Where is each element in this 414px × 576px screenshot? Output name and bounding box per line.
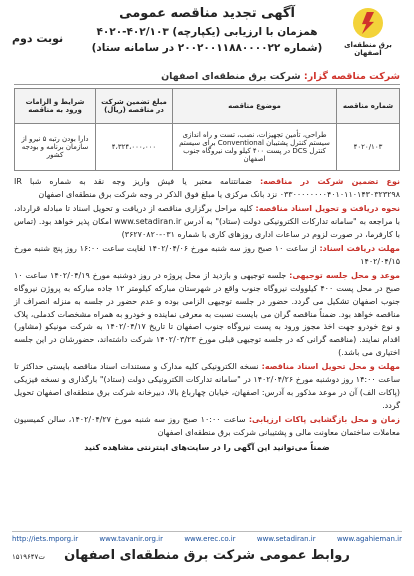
column-header: شرایط و الزامات ورود به مناقصه [15,89,96,124]
notice-code: ت۱۵۱۹۶۴۷ [12,553,45,561]
notice-subtitle-1: همزمان با ارزیابی (یکپارچه) ۴۰۲/۱۰۳-۴۰۲۰ [96,26,318,38]
section-opening [14,414,400,440]
footer-signature: روابط عمومی شرکت برق منطقه‌ای اصفهان [64,548,350,563]
website-link[interactable]: www.agahieman.ir [336,535,402,543]
section-document-procedure [14,203,400,242]
company-line [14,71,400,85]
website-link[interactable]: www.setadiran.ir [256,535,316,543]
website-links [12,531,402,543]
section-label: مهلت و محل تحویل اسناد مناقصه: [261,362,400,372]
section-label: مهلت دریافت اسناد: [319,243,400,253]
notice-header [70,6,344,57]
notice-body [14,176,400,455]
website-link[interactable]: www.tavanir.org.ir [99,535,164,543]
section-text: جلسه توجیهی و بازدید از محل پروژه در روز دوشنبه مورخ ۱۴۰۲/۰۴/۱۹ ساعت ۱۰ صبح در محل پست ۴۰۰ کیلوولت نیروگاه جنوب واقع در شهرستان مبارکه کیلومتر ۱۲ جاده مبارکه به پروژن نیروگاه جنوب اصفهان تشکیل می گردد. حضور در جلسه توجیهی الزامی بوده و عدم حضور در جلسه به منزله انصراف از مناقصه خواهد بود. ضمناً مناقصه گران می بایست نسبت به معرفی نماینده و خودرو به همراه مشخصات کدملی، پلاک و نوع خودرو جهت اخذ مجوز ورود به پست نیروگاه جنوب اصفهان تا تاریخ ۱۴۰۲/۰۴/۱۷ به شرکت مونیکو (مشاور) اقدام نمایند. (مناقصه گرانی که در جلسه توجیهی قبلی مورخ ۱۴۰۲/۰۳/۲۳ شرکت داشته‌اند، حضورشان در این جلسه اختیاری می باشد.) [14,270,401,358]
section-guarantee-type [14,176,400,202]
section-briefing-session [14,270,400,361]
guarantee-amount: ۴،۳۲۴،۰۰۰،۰۰۰ [96,124,173,171]
section-label: زمان و محل بازگشایی پاکات ارزیابی: [248,415,401,425]
column-header: مبلغ تضمین شرکت در مناقصه (ریال) [96,89,173,124]
websites-note: ضمناً می‌توانید این آگهی را در سایت‌های اینترنتی مشاهده کنید [84,443,330,453]
section-text: نسخه الکترونیکی کلیه مدارک و مستندات اسناد مناقصه بایستی حداکثر تا ساعت ۱۴:۰۰ روز دوشنبه مورخ ۱۴۰۲/۰۴/۲۶ در "سامانه تدارکات الکترونیکی دولت (ستاد)" بارگذاری و نسخه فیزیکی (پاکات الف) آن در موعد مذکور به آدرس: اصفهان، خیابان چهارباغ بالا، دبیرخانه شرکت برق منطقه‌ای اصفهان تحویل گردد. [14,362,401,411]
column-header: شماره مناقصه [337,89,400,124]
tender-subject: طراحی، تأمین تجهیزات، نصب، تست و راه اندازی سیستم کنترل پشتیبان Conventional برای سیستم کنترل DCS در پست ۴۰۰ کیلو ولت نیروگاه جنوب اصفهان [173,124,337,171]
logo-text: برق منطقه‌ای اصفهان [344,41,392,57]
round-label: نوبت دوم [12,32,64,45]
website-link[interactable]: http://iets.mporg.ir [12,535,79,543]
section-text: ضمانتنامه معتبر یا فیش واریز وجه نقد به شماره شبا IR ۰۳۳۰۰۰۰۰۰۰۰۴۰۱۰۱۱۰۱۴۳۰۳۲۳۲۹۸ نزد بانک مرکزی یا مبلغ فوق الذکر در وجه شرکت برق منطقه‌ای اصفهان [14,177,400,199]
lightning-icon [353,8,383,38]
tender-number: ۴۰۲۰/۱۰۳ [337,124,400,171]
notice-subtitle-2: (شماره ۲۰۰۲۰۰۱۱۸۸۰۰۰۰۲۲ در سامانه ستاد) [91,42,323,55]
section-document-deadline [14,243,400,269]
company-name: شرکت برق منطقه‌ای اصفهان [161,71,301,82]
company-label: شرکت مناقصه گزار: [303,71,400,82]
table-header-row [15,89,400,124]
website-link[interactable]: www.erec.co.ir [184,535,236,543]
section-label: موعد و محل جلسه توجیهی: [289,270,400,280]
section-label: نحوه دریافت و تحویل اسناد مناقصه: [255,203,401,213]
notice-title: آگهی تجدید مناقصه عمومی [119,6,295,21]
table-row [15,124,400,171]
tender-table [14,88,400,171]
section-label: نوع تضمین شرکت در مناقصه: [259,177,401,186]
column-header: موضوع مناقصه [173,89,337,124]
section-text: کلیه مراحل برگزاری مناقصه از دریافت و تحویل اسناد تا مبادله قرارداد، با مراجعه به "سامانه تدارکات الکترونیکی دولت (ستاد)" به آدرس www.setadiran.ir امکان پذیر خواهد بود. (تماس با کارفرما، در صورت لزوم در ساعات اداری روزهای کاری با شماره ۰۳۱-۳۶۲۷۰۸۲۰) [14,203,400,239]
entry-requirements: دارا بودن رتبه ۵ نیرو از سازمان برنامه و بودجه کشور [15,124,96,171]
company-logo [336,8,400,57]
section-text: ساعت ۱۰:۰۰ صبح روز سه شنبه مورخ ۱۴۰۲/۰۴/۲۷، سالن کمیسیون معاملات ساختمان معاونت مالی و پشتیبانی شرکت برق منطقه‌ای اصفهان [14,415,400,438]
section-submission [14,361,400,413]
section-text: از ساعت ۱۰ صبح روز سه شنبه مورخ ۱۴۰۲/۰۴/۰۶ لغایت ساعت ۱۶:۰۰ روز پنج شنبه مورخ ۱۴۰۲/۰۴/۱۵ [14,243,400,266]
